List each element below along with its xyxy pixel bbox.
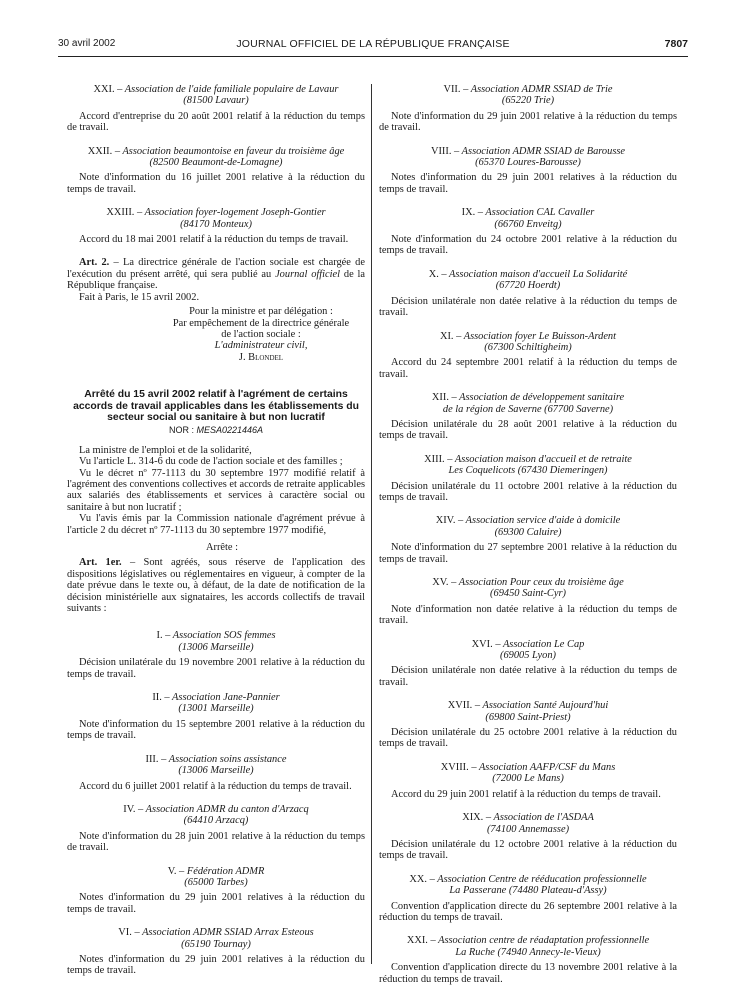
entry-title-line: [379, 762, 677, 773]
entry-text: Décision unilatérale du 12 octobre 2001 relative à la réduction du temps de travail.: [379, 838, 677, 862]
entry-place: (66760 Enveitg): [494, 218, 562, 230]
entry-number: VI. –: [118, 927, 140, 939]
art2-text-after: de la République française.: [67, 268, 365, 292]
entry-title-line: [379, 700, 677, 711]
entry-heading: [379, 269, 677, 292]
vu-clause: Vu le décret nº 77-1113 du 30 septembre 1977 modifié relatif à l'agrément des conventions collectives et accords de retraite applicables aux salariés des établissements et services à caractère social ou sanitaire à but non lucratif ;: [67, 467, 365, 513]
entry-name: Association ADMR SSIAD Arrax Esteous: [142, 927, 314, 939]
signature-name: J. Blondel: [238, 351, 284, 363]
association-entry: [379, 762, 677, 800]
entry-text: Accord du 29 juin 2001 relatif à la réduction du temps de travail.: [391, 788, 661, 800]
header-date: 30 avril 2002: [58, 38, 116, 49]
entry-text: Accord du 18 mai 2001 relatif à la réduction du temps de travail.: [79, 234, 349, 246]
entry-title-line: [379, 812, 677, 823]
entry-heading: [67, 927, 365, 950]
entry-place: (65190 Tournay): [181, 938, 251, 950]
nor-label: NOR :: [168, 425, 197, 436]
association-entry: [67, 804, 365, 854]
association-entry: [379, 874, 677, 924]
association-entry: [379, 935, 677, 985]
art2-label: Art. 2.: [79, 257, 110, 269]
entry-text: Notes d'information du 29 juin 2001 relatives à la réduction du temps de travail.: [67, 892, 365, 915]
entry-place: (74100 Annemasse): [486, 823, 570, 835]
entry-number: XXIII. –: [106, 207, 143, 219]
entry-heading: [67, 630, 365, 653]
signature-line: de l'action sociale :: [221, 328, 301, 340]
entry-heading: [379, 331, 677, 354]
entry-title-line: [379, 331, 677, 342]
art1-text: – Sont agréés, sous réserve de l'application des dispositions législatives ou réglementaires en vigueur, à compter de la date prévue dans le texte ou, à défaut, de la date de notification de la décision ministérielle aux signataires, les accords collectifs de travail suivants :: [67, 557, 365, 615]
entry-text: Décision unilatérale du 19 novembre 2001 relative à la réduction du temps de travail.: [67, 657, 365, 680]
right-entries: [379, 84, 677, 985]
signature-line: L'administrateur civil,: [214, 340, 308, 352]
entry-name: Association ADMR du canton d'Arzacq: [145, 803, 309, 815]
header-page-number: 7807: [664, 38, 688, 50]
entry-number: VII. –: [443, 84, 469, 95]
entry-text: Note d'information du 16 juillet 2001 relative à la réduction du temps de travail.: [67, 172, 365, 195]
entry-name: Association soins assistance: [168, 753, 287, 765]
page-header: [58, 38, 688, 57]
entry-place: Les Coquelicots (67430 Diemeringen): [448, 465, 608, 477]
header-title: JOURNAL OFFICIEL DE LA RÉPUBLIQUE FRANÇAISE: [236, 38, 510, 50]
association-entry: [67, 866, 365, 916]
entry-name: Association CAL Cavaller: [485, 207, 595, 219]
entry-name: Association Le Cap: [502, 638, 585, 650]
entry-name: Association service d'aide à domicile: [465, 515, 621, 527]
entry-title-line: [379, 392, 677, 403]
entry-name: Fédération ADMR: [186, 865, 265, 877]
entry-text: Décision unilatérale du 28 août 2001 relative à la réduction du temps de travail.: [379, 418, 677, 442]
entry-name: Association foyer-logement Joseph-Gontier: [144, 207, 326, 219]
entry-place: (84170 Monteux): [180, 218, 252, 230]
entry-place: (69005 Lyon): [500, 650, 556, 662]
entry-number: XIX. –: [462, 812, 492, 824]
entry-title-line: [379, 84, 677, 95]
association-entry: [379, 207, 677, 257]
association-entry: [67, 692, 365, 742]
association-entry: [67, 146, 365, 196]
association-entry: [379, 812, 677, 862]
entry-place: (64410 Arzacq): [183, 815, 249, 827]
entry-heading: [379, 812, 677, 835]
association-entry: [379, 269, 677, 319]
entry-text: Notes d'information du 29 juin 2001 relatives à la réduction du temps de travail.: [67, 953, 365, 977]
entry-place: La Ruche (74940 Annecy-le-Vieux): [455, 946, 601, 958]
entry-heading: [67, 207, 365, 230]
left-column: [67, 84, 365, 989]
entry-name: Association AAFP/CSF du Mans: [478, 761, 616, 773]
entry-number: XII. –: [431, 392, 457, 404]
entry-text: Note d'information du 27 septembre 2001 relative à la réduction du temps de travail.: [379, 542, 677, 565]
minister-line: La ministre de l'emploi et de la solidarité,: [79, 444, 252, 456]
entry-name: Association ADMR SSIAD de Trie: [470, 84, 613, 95]
entry-text: Accord du 6 juillet 2001 relatif à la réduction du temps de travail.: [79, 780, 352, 792]
association-entry: [67, 207, 365, 245]
association-entry: [379, 84, 677, 134]
entry-number: XI. –: [439, 330, 462, 342]
arrete-word: Arrête :: [205, 542, 239, 553]
art2-italic: Journal officiel: [275, 268, 341, 280]
entry-title-line: [67, 207, 365, 218]
entry-name: Association ADMR SSIAD de Barousse: [461, 145, 626, 157]
association-entry: [379, 700, 677, 750]
entry-title-line: [379, 146, 677, 157]
entry-title-line: [67, 866, 365, 877]
entry-place: (13001 Marseille): [178, 703, 254, 715]
signature-block: [67, 306, 365, 363]
entry-name: Association Jane-Pannier: [172, 692, 280, 704]
entry-place: (65000 Tarbes): [184, 876, 248, 888]
entry-number: XIII. –: [424, 453, 453, 465]
entry-title-line: [67, 927, 365, 938]
entry-place: (13006 Marseille): [178, 641, 254, 653]
entry-number: XVIII. –: [440, 761, 477, 773]
entry-title-line: [67, 630, 365, 641]
entry-place: La Passerane (74480 Plateau-d'Assy): [449, 885, 607, 897]
association-entry: [379, 392, 677, 442]
association-entry: [379, 639, 677, 689]
arrete-title: Arrêté du 15 avril 2002 relatif à l'agrément de certains accords de travail applicables dans les établissements du secteur social ou sanitaire à but non lucratif: [73, 389, 359, 423]
entry-text: Note d'information du 24 octobre 2001 relative à la réduction du temps de travail.: [379, 234, 677, 257]
entry-name: Association beaumontoise en faveur du troisième âge: [122, 145, 345, 157]
entry-text: Notes d'information du 29 juin 2001 relatives à la réduction du temps de travail.: [379, 172, 677, 195]
entry-number: XXI. –: [406, 935, 436, 947]
entry-title-line: [379, 577, 677, 588]
entry-heading: [67, 692, 365, 715]
association-entry: [379, 331, 677, 381]
entry-name: Association Centre de rééducation professionnelle: [437, 873, 647, 885]
association-entry: [67, 630, 365, 680]
entry-heading: [379, 639, 677, 662]
entry-heading: [379, 146, 677, 169]
entry-number: X. –: [428, 268, 447, 280]
entry-number: XIV. –: [435, 515, 464, 527]
entry-place: (65370 Loures-Barousse): [475, 157, 581, 169]
nor-reference: [67, 425, 365, 436]
right-column: [379, 84, 677, 997]
entry-number: XVII. –: [447, 700, 481, 712]
done-at: Fait à Paris, le 15 avril 2002.: [79, 291, 200, 303]
entry-name: Association centre de réadaptation professionnelle: [438, 935, 650, 947]
entry-title-line: [67, 84, 365, 95]
entry-place: (72000 Le Mans): [492, 773, 564, 785]
entry-place: (65220 Trie): [501, 95, 555, 107]
left-top-entries: [67, 84, 365, 245]
entry-text: Décision unilatérale non datée relative à la réduction du temps de travail.: [379, 665, 677, 688]
entry-heading: [379, 515, 677, 538]
entry-heading: [67, 804, 365, 827]
entry-text: Décision unilatérale non datée relative à la réduction du temps de travail.: [379, 295, 677, 319]
entry-place: (81500 Lavaur): [183, 95, 249, 107]
association-entry: [67, 84, 365, 134]
entry-heading: [67, 84, 365, 107]
association-entry: [379, 146, 677, 196]
entry-heading: [379, 454, 677, 477]
entry-place: (69450 Saint-Cyr): [490, 588, 566, 600]
entry-number: IV. –: [123, 803, 144, 815]
entry-title-line: [67, 804, 365, 815]
entry-text: Décision unilatérale du 11 octobre 2001 relative à la réduction du temps de travail.: [379, 480, 677, 503]
association-entry: [379, 577, 677, 627]
signature-line: Par empêchement de la directrice générale: [172, 317, 350, 329]
entry-number: XX. –: [409, 873, 435, 885]
entry-text: Note d'information non datée relative à la réduction du temps de travail.: [379, 603, 677, 627]
entry-title-line: [379, 207, 677, 218]
entry-heading: [379, 577, 677, 600]
vu-clause: Vu l'article L. 314-6 du code de l'action sociale et des familles ;: [79, 456, 343, 468]
entry-text: Accord du 24 septembre 2001 relatif à la réduction du temps de travail.: [379, 357, 677, 380]
entry-heading: [379, 207, 677, 230]
entry-name: Association maison d'accueil et de retraite: [454, 453, 632, 465]
entry-heading: [379, 700, 677, 723]
entry-text: Décision unilatérale du 25 octobre 2001 relative à la réduction du temps de travail.: [379, 727, 677, 750]
association-entry: [379, 515, 677, 565]
entry-number: II. –: [152, 692, 170, 704]
entry-text: Convention d'application directe du 26 septembre 2001 relative à la réduction du temps de travail.: [379, 900, 677, 923]
entry-name: Association maison d'accueil La Solidarité: [449, 268, 628, 280]
entry-text: Note d'information du 28 juin 2001 relative à la réduction du temps de travail.: [67, 830, 365, 854]
entry-name: Association SOS femmes: [172, 630, 276, 642]
entry-number: VIII. –: [430, 145, 460, 157]
entry-number: IX. –: [461, 207, 483, 219]
entry-heading: [379, 935, 677, 958]
article-2: [67, 257, 365, 291]
entry-number: XXI. –: [93, 84, 123, 95]
association-entry: [379, 454, 677, 504]
entry-place: (67300 Schiltigheim): [484, 341, 572, 353]
entry-name: Association de l'ASDAA: [493, 812, 594, 824]
entry-text: Convention d'application directe du 13 novembre 2001 relative à la réduction du temps de travail.: [379, 962, 677, 985]
entry-place: (69800 Saint-Priest): [485, 711, 571, 723]
vu-clause: Vu l'avis émis par la Commission nationale d'agrément prévue à l'article 2 du décret nº 77-1113 du 30 septembre 1977 modifié,: [67, 513, 365, 536]
entry-place: (69300 Caluire): [494, 526, 562, 538]
entry-place: (82500 Beaumont-de-Lomagne): [149, 157, 283, 169]
entry-name: Association de développement sanitaire: [459, 392, 625, 404]
entry-title-line: [379, 269, 677, 280]
association-entry: [67, 754, 365, 792]
entry-title-line: [379, 515, 677, 526]
entry-name: Association foyer Le Buisson-Ardent: [463, 330, 617, 342]
signature-line: Pour la ministre et par délégation :: [189, 306, 333, 318]
art1-label: Art. 1er.: [79, 557, 122, 569]
article-1: [67, 557, 365, 614]
entry-heading: [379, 84, 677, 107]
entry-title-line: [379, 454, 677, 465]
entry-number: XVI. –: [471, 638, 501, 650]
entry-title-line: [67, 146, 365, 157]
entry-number: V. –: [167, 865, 185, 877]
entry-text: Note d'information du 15 septembre 2001 relative à la réduction du temps de travail.: [67, 718, 365, 742]
entry-heading: [379, 874, 677, 897]
entry-number: XXII. –: [87, 145, 121, 157]
entry-name: Association de l'aide familiale populaire de Lavaur: [124, 84, 339, 95]
entry-number: III. –: [145, 753, 167, 765]
entry-place: (67720 Hoerdt): [495, 280, 561, 292]
nor-code: MESA0221446A: [196, 425, 264, 436]
entry-number: I. –: [156, 630, 171, 642]
entry-heading: [379, 762, 677, 785]
entry-title-line: [379, 935, 677, 946]
entry-title-line: [67, 754, 365, 765]
entry-name: Association Pour ceux du troisième âge: [458, 577, 624, 588]
entry-heading: [67, 146, 365, 169]
entry-place: (13006 Marseille): [178, 765, 254, 777]
entry-name: Association Santé Aujourd'hui: [482, 700, 609, 712]
art2-text-before: – La directrice générale de l'action sociale est chargée de l'exécution du présent arrêté, qui sera publié au: [67, 257, 365, 280]
entry-title-line: [379, 639, 677, 650]
entry-text: Accord d'entreprise du 20 août 2001 relatif à la réduction du temps de travail.: [67, 110, 365, 134]
left-bottom-entries: [67, 630, 365, 976]
entry-heading: [67, 866, 365, 889]
entry-heading: [379, 392, 677, 415]
entry-text: Note d'information du 29 juin 2001 relative à la réduction du temps de travail.: [379, 110, 677, 134]
entry-title-line: [379, 874, 677, 885]
association-entry: [67, 927, 365, 977]
entry-place: de la région de Saverne (67700 Saverne): [442, 403, 614, 415]
entry-heading: [67, 754, 365, 777]
entry-title-line: [67, 692, 365, 703]
column-divider: [371, 84, 372, 964]
entry-number: XV. –: [432, 577, 457, 588]
